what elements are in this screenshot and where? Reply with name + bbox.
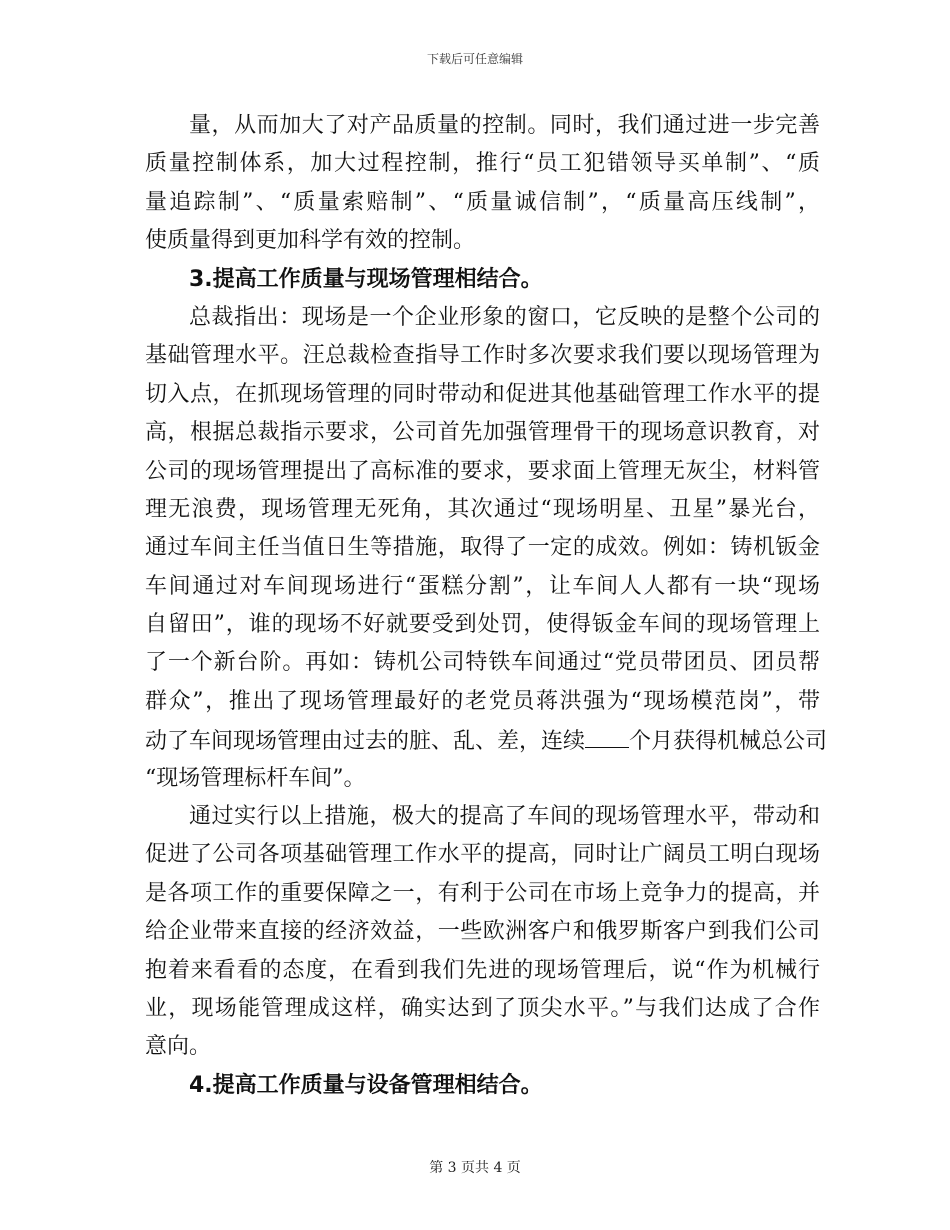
text-line-with-blank	[145, 721, 828, 759]
text-line: 车间通过对车间现场进行“蛋糕分割”，让车间人人都有一块“现场	[145, 573, 820, 599]
section-heading-3: 3.提高工作质量与现场管理相结合。	[189, 266, 543, 292]
text-line: 质量控制体系，加大过程控制，推行“员工犯错领导买单制”、“质	[145, 151, 820, 177]
section-heading-4: 4.提高工作质量与设备管理相结合。	[189, 1072, 543, 1098]
text-line: 高，根据总裁指示要求，公司首先加强管理骨干的现场意识教育，对	[145, 420, 820, 446]
text-line: 业，现场能管理成这样，确实达到了顶尖水平。”与我们达成了合作	[145, 995, 820, 1021]
paragraph-site-management	[145, 299, 828, 798]
text-line: 是各项工作的重要保障之一，有利于公司在市场上竞争力的提高，并	[145, 880, 820, 906]
text-line: 自留田”，谁的现场不好就要受到处罚，使得钣金车间的现场管理上	[145, 612, 820, 638]
page-footer: 第 3 页共 4 页	[429, 1160, 521, 1176]
text-line: 量，从而加大了对产品质量的控制。同时，我们通过进一步完善	[189, 113, 820, 138]
text-line: 使质量得到更加科学有效的控制。	[145, 228, 476, 254]
page-header: 下载后可任意编辑	[426, 52, 523, 66]
text-line: 了一个新台阶。再如：铸机公司特铁车间通过“党员带团员、团员帮	[145, 650, 820, 676]
text-segment: 个月获得机械总公司	[629, 729, 828, 755]
text-line: 群众”，推出了现场管理最好的老党员蒋洪强为“现场模范岗”，带	[145, 688, 820, 714]
text-line: 理无浪费，现场管理无死角，其次通过“现场明星、丑星”暴光台，	[145, 496, 820, 522]
paragraph-quality-control	[145, 107, 820, 261]
text-line: 给企业带来直接的经济效益，一些欧洲客户和俄罗斯客户到我们公司	[145, 919, 820, 945]
text-line: 抱着来看看的态度，在看到我们先进的现场管理后，说“作为机械行	[145, 957, 820, 983]
text-line: 促进了公司各项基础管理工作水平的提高，同时让广阔员工明白现场	[145, 842, 820, 868]
text-line: 切入点，在抓现场管理的同时带动和促进其他基础管理工作水平的提	[145, 381, 820, 407]
text-line: 通过实行以上措施，极大的提高了车间的现场管理水平，带动和	[189, 804, 820, 830]
text-line: 通过车间主任当值日生等措施，取得了一定的成效。例如：铸机钣金	[145, 535, 820, 561]
text-line: 意向。	[145, 1034, 212, 1060]
text-line: 量追踪制”、“质量索赔制”、“质量诚信制”，“质量高压线制”，	[145, 189, 820, 215]
text-line: 总裁指出：现场是一个企业形象的窗口，它反映的是整个公司的	[189, 304, 820, 330]
fill-in-blank	[585, 721, 629, 748]
paragraph-results	[145, 798, 820, 1067]
text-line: “现场管理标杆车间”。	[145, 765, 366, 791]
document-body	[145, 107, 828, 1105]
text-line: 基础管理水平。汪总裁检查指导工作时多次要求我们要以现场管理为	[145, 343, 820, 369]
text-line: 公司的现场管理提出了高标准的要求，要求面上管理无灰尘，材料管	[145, 458, 820, 484]
text-segment: 动了车间现场管理由过去的脏、乱、差，连续	[145, 729, 586, 755]
